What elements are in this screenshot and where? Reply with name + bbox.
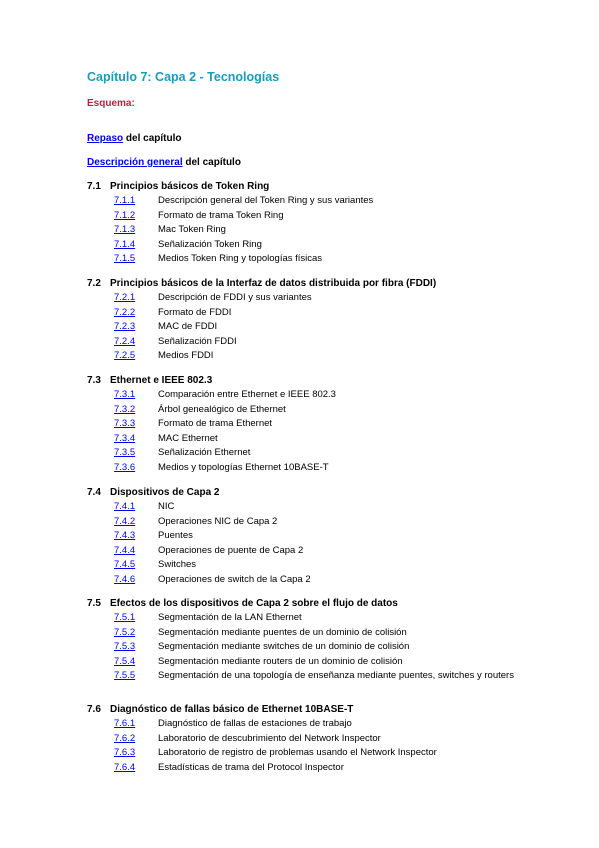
chapter-title: Capítulo 7: Capa 2 - Tecnologías [87, 70, 280, 84]
item-text: Segmentación mediante puentes de un dominio de colisión [158, 626, 407, 638]
section-heading [87, 598, 398, 609]
item-link[interactable]: 7.4.2 [114, 515, 136, 527]
item-link[interactable]: 7.2.2 [114, 306, 136, 318]
outline-item [114, 670, 514, 682]
item-link[interactable]: 7.4.5 [114, 559, 136, 571]
outline-item [114, 733, 514, 745]
outline-item [114, 321, 514, 333]
item-link[interactable]: 7.5.2 [114, 626, 136, 638]
review-link[interactable]: Repaso [87, 133, 124, 144]
item-text: Operaciones de puente de Capa 2 [158, 544, 304, 556]
section-heading [87, 278, 436, 289]
item-text: Laboratorio de registro de problemas usando el Network Inspector [158, 747, 437, 759]
item-text: Segmentación mediante switches de un dominio de colisión [158, 641, 410, 653]
item-text: Segmentación de una topología de enseñanza mediante puentes, switches y routers [158, 670, 514, 682]
item-link[interactable]: 7.3.6 [114, 462, 136, 473]
outline-label: Esquema: [87, 98, 135, 109]
item-text: Formato de trama Token Ring [158, 209, 284, 221]
outline-item [114, 418, 514, 430]
outline-item [114, 762, 514, 774]
item-link[interactable]: 7.4.1 [114, 501, 136, 512]
item-text: Laboratorio de descubrimiento del Network Inspector [158, 732, 381, 744]
section-heading [87, 375, 212, 386]
outline-item [114, 195, 514, 207]
item-link[interactable]: 7.2.5 [114, 350, 136, 362]
section-title: Ethernet e IEEE 802.3 [110, 375, 213, 386]
item-link[interactable]: 7.6.3 [114, 747, 136, 759]
outline-item [114, 718, 514, 730]
outline-item [114, 656, 514, 668]
item-link[interactable]: 7.2.3 [114, 321, 136, 333]
item-link[interactable]: 7.3.5 [114, 447, 136, 459]
outline-item [114, 433, 514, 445]
section-heading [87, 181, 269, 192]
outline-item [114, 516, 514, 528]
item-link[interactable]: 7.6.1 [114, 718, 136, 729]
outline-item [114, 447, 514, 459]
outline-item [114, 612, 514, 624]
item-text: Medios FDDI [158, 350, 214, 362]
outline-item [114, 501, 514, 513]
overview-rest: del capítulo [182, 157, 241, 168]
item-text: Segmentación mediante routers de un dominio de colisión [158, 655, 403, 667]
section-title: Principios básicos de la Interfaz de datos distribuida por fibra (FDDI) [110, 278, 437, 289]
outline-item [114, 462, 514, 474]
item-link[interactable]: 7.1.1 [114, 195, 136, 206]
outline-item [114, 292, 514, 304]
item-text: Operaciones de switch de la Capa 2 [158, 574, 311, 585]
outline-item [114, 389, 514, 401]
item-text: Switches [158, 559, 197, 571]
item-link[interactable]: 7.1.3 [114, 224, 136, 236]
overview-line [87, 157, 241, 168]
item-link[interactable]: 7.2.1 [114, 292, 136, 303]
section-heading [87, 487, 219, 498]
section-title: Efectos de los dispositivos de Capa 2 sobre el flujo de datos [110, 598, 398, 609]
item-link[interactable]: 7.5.3 [114, 641, 136, 653]
outline-item [114, 239, 514, 251]
item-text: NIC [158, 501, 175, 512]
item-link[interactable]: 7.5.1 [114, 612, 136, 623]
section-number: 7.2 [87, 278, 101, 289]
item-text: Formato de FDDI [158, 306, 232, 318]
outline-item [114, 747, 514, 759]
item-link[interactable]: 7.6.4 [114, 761, 136, 773]
item-text: Descripción general del Token Ring y sus variantes [158, 195, 374, 206]
outline-item [114, 574, 514, 586]
outline-item [114, 224, 514, 236]
outline-item [114, 253, 514, 265]
item-text: Medios Token Ring y topologías físicas [158, 253, 323, 265]
item-link[interactable]: 7.5.4 [114, 655, 136, 667]
outline-item [114, 545, 514, 557]
item-link[interactable]: 7.1.2 [114, 209, 136, 221]
item-link[interactable]: 7.3.1 [114, 389, 136, 400]
item-text: MAC Ethernet [158, 432, 218, 444]
item-link[interactable]: 7.2.4 [114, 335, 136, 347]
section-number: 7.1 [87, 181, 101, 192]
outline-item [114, 336, 514, 348]
item-text: Señalización Ethernet [158, 447, 251, 459]
outline-item [114, 350, 514, 362]
item-text: Operaciones NIC de Capa 2 [158, 515, 278, 527]
item-link[interactable]: 7.4.6 [114, 574, 136, 585]
item-link[interactable]: 7.4.4 [114, 544, 136, 556]
outline-item [114, 210, 514, 222]
outline-item [114, 559, 514, 571]
section-heading [87, 704, 353, 715]
item-link[interactable]: 7.4.3 [114, 530, 136, 542]
outline-item [114, 307, 514, 319]
section-title: Dispositivos de Capa 2 [110, 487, 220, 498]
item-text: Segmentación de la LAN Ethernet [158, 612, 302, 623]
section-number: 7.4 [87, 487, 101, 498]
section-number: 7.3 [87, 375, 101, 386]
item-link[interactable]: 7.5.5 [114, 670, 136, 682]
item-text: Diagnóstico de fallas de estaciones de trabajo [158, 718, 352, 729]
item-link[interactable]: 7.3.3 [114, 418, 136, 430]
item-text: Medios y topologías Ethernet 10BASE-T [158, 462, 329, 473]
item-text: Mac Token Ring [158, 224, 226, 236]
item-text: MAC de FDDI [158, 321, 218, 333]
item-link[interactable]: 7.6.2 [114, 732, 136, 744]
item-text: Comparación entre Ethernet e IEEE 802.3 [158, 389, 336, 400]
item-text: Árbol genealógico de Ethernet [158, 403, 286, 415]
item-link[interactable]: 7.1.5 [114, 253, 136, 265]
item-link[interactable]: 7.3.2 [114, 403, 136, 415]
outline-item [114, 404, 514, 416]
item-text: Señalización Token Ring [158, 238, 262, 250]
item-text: Puentes [158, 530, 193, 542]
outline-item [114, 530, 514, 542]
overview-link[interactable]: Descripción general [87, 157, 183, 168]
item-text: Señalización FDDI [158, 335, 237, 347]
outline-item [114, 641, 514, 653]
item-link[interactable]: 7.1.4 [114, 238, 136, 250]
review-line [87, 133, 181, 144]
outline-item [114, 627, 514, 639]
section-title: Diagnóstico de fallas básico de Ethernet 10BASE-T [110, 704, 354, 715]
item-text: Formato de trama Ethernet [158, 418, 273, 430]
section-number: 7.5 [87, 598, 101, 609]
review-rest: del capítulo [123, 133, 182, 144]
section-number: 7.6 [87, 704, 101, 715]
item-text: Estadísticas de trama del Protocol Inspector [158, 761, 344, 773]
item-text: Descripción de FDDI y sus variantes [158, 292, 312, 303]
section-title: Principios básicos de Token Ring [110, 181, 270, 192]
item-link[interactable]: 7.3.4 [114, 432, 136, 444]
